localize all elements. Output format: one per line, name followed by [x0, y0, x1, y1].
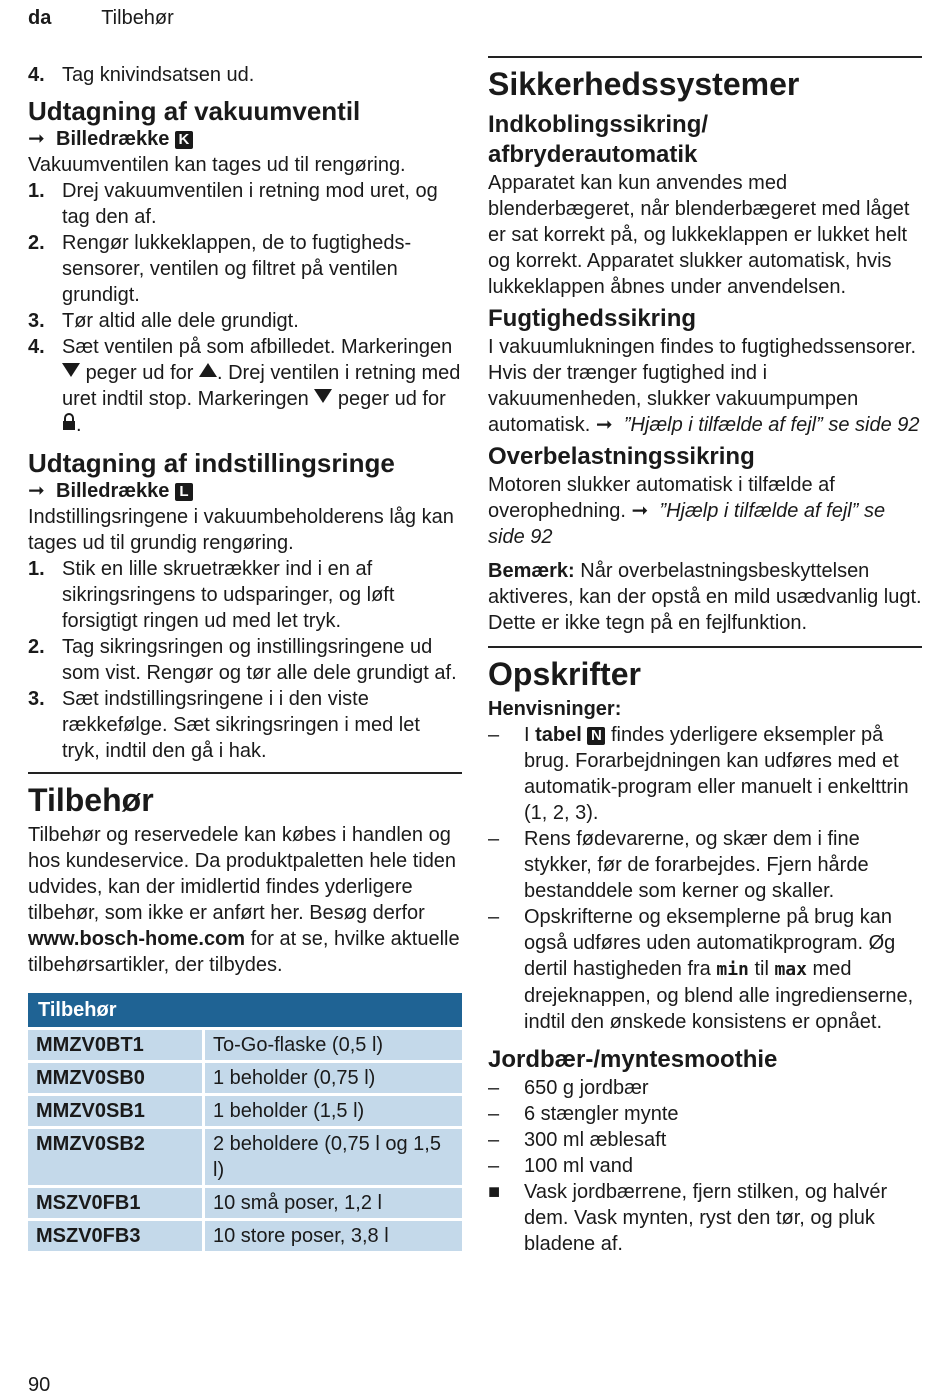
section-heading-vakuumventil: Udtagning af vakuumventil [28, 96, 361, 126]
paragraph: Indstillingsringene i vakuumbeholderens låg kan tages ud til grundig rengøring. [28, 506, 454, 554]
triangle-down-icon [314, 389, 332, 403]
paragraph: I vakuumlukningen findes to fugtighedssensorer. Hvis der trænger fugtighed ind i vakuumenheden, slukker vakuumpumpen automatisk. ➞ ”Hjælp i tilfælde af fejl” se side 92 [488, 336, 920, 436]
paragraph: Motoren slukker automatisk i tilfælde af overophedning. ➞ ”Hjælp i tilfælde af fejl” se side 92 [488, 474, 886, 548]
language-code: da [28, 7, 52, 29]
image-reference: ➞ Billedrække L [28, 478, 462, 504]
page-number: 90 [28, 1374, 51, 1396]
section-title: Tilbehør [101, 7, 174, 29]
list-item: – Opskrifterne og eksemplerne på brug kan også udføres uden automatikprogram. Øg dertil hastigheden fra min til max med drejeknappen, og blend alle ingredienserne, indtil den ønskede konsistens er opnået. [488, 906, 914, 1033]
list-item: 1. Stik en lille skruetrækker ind i en af sikringsringens to udsparinger, og løft forsigtigt ringen ud med let tryk. [28, 558, 395, 632]
paragraph: Apparatet kan kun anvendes med blenderbægeret, når blenderbægeret med låget er sat korrekt på, og lukkeklappen er lukket helt og korrekt. Apparatet slukker automatisk, hvis lukkeklappen åbnes under anvendelsen. [488, 172, 910, 298]
subheading: Fugtighedssikring [488, 305, 697, 332]
recipe-title: Jordbær-/myntesmoothie [488, 1046, 778, 1073]
list-item: 3. Tør altid alle dele grundigt. [28, 310, 299, 332]
triangle-up-icon [199, 363, 217, 377]
chapter-heading-tilbehor: Tilbehør [28, 772, 462, 822]
speed-label-min: min [716, 959, 749, 980]
list-item: – I tabel N findes yderligere eksempler på brug. Forarbejdningen kan udføres med et automatik-program eller manuelt i enkelttrin (1, 2, 3). [488, 724, 909, 824]
cross-reference[interactable]: ”Hjælp i tilfælde af fejl” se side 92 [488, 500, 886, 548]
page-header [28, 5, 174, 33]
chapter-heading-sikkerhed: Sikkerhedssystemer [488, 56, 922, 106]
list-item: – 650 g jordbær [488, 1077, 649, 1099]
lock-icon [62, 413, 76, 440]
list-item: 2. Tag sikringsringen og instillingsringene ud som vist. Rengør og tør alle dele grundigt af. [28, 636, 457, 684]
list-item: 3. Sæt indstillingsringene i i den viste rækkefølge. Sæt sikringsringen i med let tryk, indtil den gå i hak. [28, 688, 420, 762]
note: Bemærk: Når overbelastningsbeskyttelsen aktiveres, kan der opstå en mild usædvanlig lugt. Dette er ikke tegn på en fejlfunktion. [488, 560, 922, 634]
image-reference: ➞ Billedrække K [28, 126, 462, 152]
paragraph: Vakuumventilen kan tages ud til rengøring. [28, 154, 406, 176]
table-row: MMZV0SB1 1 beholder (1,5 l) [28, 1096, 462, 1126]
chapter-heading-opskrifter: Opskrifter [488, 646, 922, 696]
website-link[interactable]: www.bosch-home.com [28, 928, 246, 950]
letter-badge: L [175, 483, 193, 501]
list-item: – 6 stængler mynte [488, 1103, 679, 1125]
subheading: Overbelastningssikring [488, 443, 755, 470]
letter-badge: K [175, 131, 193, 149]
table-row: MMZV0SB0 1 beholder (0,75 l) [28, 1063, 462, 1093]
table-row: MMZV0SB2 2 beholdere (0,75 l og 1,5 l) [28, 1129, 462, 1185]
accessories-table [28, 990, 462, 1254]
paragraph: Tilbehør og reservedele kan købes i handlen og hos kundeservice. Da produktpaletten hele tiden udvides, kan der imidlertid findes yderligere tilbehør, som ikke er anført her. Besøg derfor www.bosch-home.com for at se, hvilke aktuelle tilbehørsartikler, der tilbydes. [28, 824, 460, 976]
list-item: 4. Tag knivindsatsen ud. [28, 64, 255, 86]
ingredient-list [488, 1075, 922, 1257]
table-row: MSZV0FB3 10 store poser, 3,8 l [28, 1221, 462, 1251]
speed-label-max: max [774, 959, 807, 980]
hints-label: Henvisninger: [488, 698, 622, 720]
table-header: Tilbehør [28, 993, 462, 1027]
list-item: 4. Sæt ventilen på som afbilledet. Markeringen peger ud for . Drej ventilen i retning med uret indtil stop. Markeringen peger ud for . [28, 334, 462, 440]
letter-badge: N [587, 727, 605, 745]
table-row: MMZV0BT1 To-Go-flaske (0,5 l) [28, 1030, 462, 1060]
section-heading-indstillingsringe: Udtagning af indstillingsringe [28, 448, 395, 478]
left-column [28, 62, 462, 1254]
list-item: 2. Rengør lukkeklappen, de to fugtighedssensorer, ventilen og filtret på ventilen grundigt. [28, 232, 412, 306]
list-item: 1. Drej vakuumventilen i retning mod uret, og tag den af. [28, 180, 438, 228]
triangle-down-icon [62, 363, 80, 377]
cross-reference[interactable]: ”Hjælp i tilfælde af fejl” se side 92 [623, 414, 920, 436]
list-item: – Rens fødevarerne, og skær dem i fine stykker, før de forarbejdes. Fjern hårde bestanddele som kerner og skaller. [488, 828, 869, 902]
square-bullet-icon: ■ [488, 1181, 501, 1203]
arrow-right-icon: ➞ [631, 500, 649, 522]
list-item: ■ Vask jordbærrene, fjern stilken, og halvér dem. Vask mynten, ryst den tør, og pluk bladene af. [488, 1181, 888, 1255]
arrow-right-icon: ➞ [595, 414, 613, 436]
subheading: Indkoblingssikring/ afbryderautomatik [488, 111, 709, 168]
step-list [28, 178, 462, 440]
list-item: – 300 ml æblesaft [488, 1129, 667, 1151]
arrow-right-icon: ➞ [28, 480, 45, 502]
hint-list [488, 722, 922, 1035]
list-item: – 100 ml vand [488, 1155, 633, 1177]
table-row: MSZV0FB1 10 små poser, 1,2 l [28, 1188, 462, 1218]
right-column [488, 56, 922, 1257]
arrow-right-icon: ➞ [28, 128, 45, 150]
step-list [28, 556, 462, 764]
